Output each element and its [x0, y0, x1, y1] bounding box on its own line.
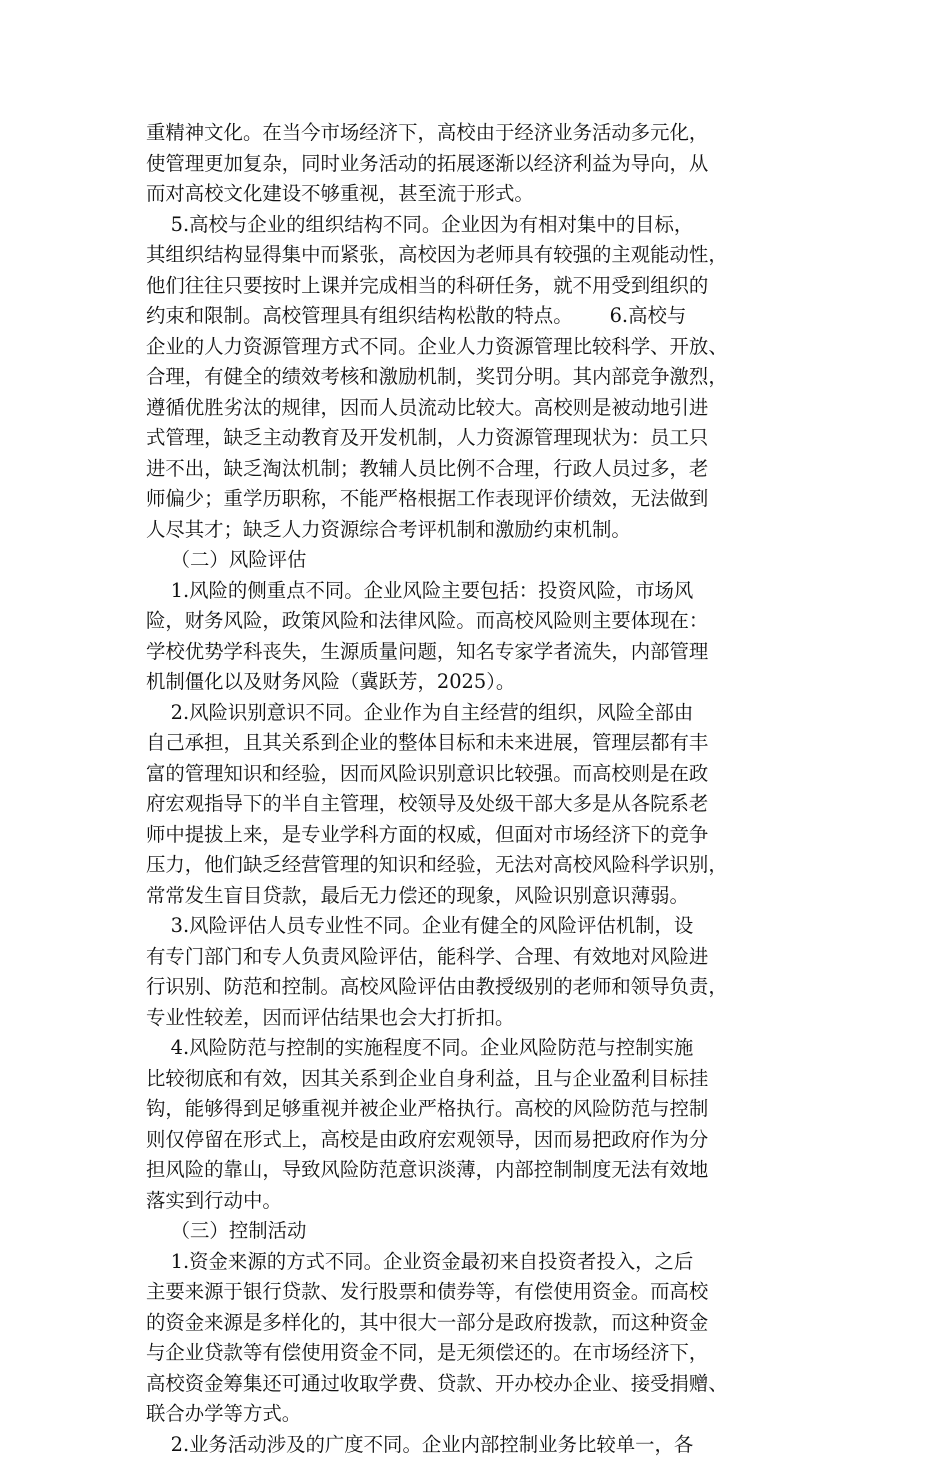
text-line: 进不出，缺乏淘汰机制；教辅人员比例不合理，行政人员过多，老	[146, 454, 804, 485]
text-line: 富的管理知识和经验，因而风险识别意识比较强。而高校则是在政	[146, 759, 804, 790]
text-line: 1.资金来源的方式不同。企业资金最初来自投资者投入，之后	[146, 1247, 804, 1278]
text-line: 自己承担，且其关系到企业的整体目标和未来进展，管理层都有丰	[146, 728, 804, 759]
text-line: 行识别、防范和控制。高校风险评估由教授级别的老师和领导负责，	[146, 972, 804, 1003]
text-line: 府宏观指导下的半自主管理，校领导及处级干部大多是从各院系老	[146, 789, 804, 820]
text-line: 合理，有健全的绩效考核和激励机制，奖罚分明。其内部竞争激烈，	[146, 362, 804, 393]
text-line: 主要来源于银行贷款、发行股票和债券等，有偿使用资金。而高校	[146, 1277, 804, 1308]
text-line: 师偏少；重学历职称，不能严格根据工作表现评价绩效，无法做到	[146, 484, 804, 515]
text-line: 约束和限制。高校管理具有组织结构松散的特点。 6.高校与	[146, 301, 804, 332]
text-line: 担风险的靠山，导致风险防范意识淡薄，内部控制制度无法有效地	[146, 1155, 804, 1186]
text-line: 人尽其才；缺乏人力资源综合考评机制和激励约束机制。	[146, 515, 804, 546]
text-line: 压力，他们缺乏经营管理的知识和经验，无法对高校风险科学识别，	[146, 850, 804, 881]
document-body	[146, 118, 804, 1460]
text-line: 企业的人力资源管理方式不同。企业人力资源管理比较科学、开放、	[146, 332, 804, 363]
text-line: 重精神文化。在当今市场经济下，高校由于经济业务活动多元化，	[146, 118, 804, 149]
text-line: 3.风险评估人员专业性不同。企业有健全的风险评估机制，设	[146, 911, 804, 942]
text-line: 2.业务活动涉及的广度不同。企业内部控制业务比较单一，各	[146, 1430, 804, 1460]
text-line: 落实到行动中。	[146, 1186, 804, 1217]
text-line: 学校优势学科丧失，生源质量问题，知名专家学者流失，内部管理	[146, 637, 804, 668]
text-line: 常常发生盲目贷款，最后无力偿还的现象，风险识别意识薄弱。	[146, 881, 804, 912]
text-line: 比较彻底和有效，因其关系到企业自身利益，且与企业盈利目标挂	[146, 1064, 804, 1095]
text-line: 高校资金筹集还可通过收取学费、贷款、开办校办企业、接受捐赠、	[146, 1369, 804, 1400]
text-line: 专业性较差，因而评估结果也会大打折扣。	[146, 1003, 804, 1034]
text-line: （二）风险评估	[146, 545, 804, 576]
text-line: 其组织结构显得集中而紧张，高校因为老师具有较强的主观能动性，	[146, 240, 804, 271]
text-line: 式管理，缺乏主动教育及开发机制，人力资源管理现状为：员工只	[146, 423, 804, 454]
text-line: 2.风险识别意识不同。企业作为自主经营的组织，风险全部由	[146, 698, 804, 729]
text-line: 师中提拔上来，是专业学科方面的权威，但面对市场经济下的竞争	[146, 820, 804, 851]
text-line: （三）控制活动	[146, 1216, 804, 1247]
text-line: 与企业贷款等有偿使用资金不同，是无须偿还的。在市场经济下，	[146, 1338, 804, 1369]
text-line: 而对高校文化建设不够重视，甚至流于形式。	[146, 179, 804, 210]
text-line: 他们往往只要按时上课并完成相当的科研任务，就不用受到组织的	[146, 271, 804, 302]
text-line: 遵循优胜劣汰的规律，因而人员流动比较大。高校则是被动地引进	[146, 393, 804, 424]
text-line: 险，财务风险，政策风险和法律风险。而高校风险则主要体现在：	[146, 606, 804, 637]
text-line: 则仅停留在形式上，高校是由政府宏观领导，因而易把政府作为分	[146, 1125, 804, 1156]
text-line: 的资金来源是多样化的，其中很大一部分是政府拨款，而这种资金	[146, 1308, 804, 1339]
text-line: 机制僵化以及财务风险（冀跃芳，2025）。	[146, 667, 804, 698]
text-line: 1.风险的侧重点不同。企业风险主要包括：投资风险，市场风	[146, 576, 804, 607]
text-line: 钩，能够得到足够重视并被企业严格执行。高校的风险防范与控制	[146, 1094, 804, 1125]
text-line: 4.风险防范与控制的实施程度不同。企业风险防范与控制实施	[146, 1033, 804, 1064]
text-line: 使管理更加复杂，同时业务活动的拓展逐渐以经济利益为导向，从	[146, 149, 804, 180]
text-line: 有专门部门和专人负责风险评估，能科学、合理、有效地对风险进	[146, 942, 804, 973]
text-line: 联合办学等方式。	[146, 1399, 804, 1430]
text-line: 5.高校与企业的组织结构不同。企业因为有相对集中的目标，	[146, 210, 804, 241]
